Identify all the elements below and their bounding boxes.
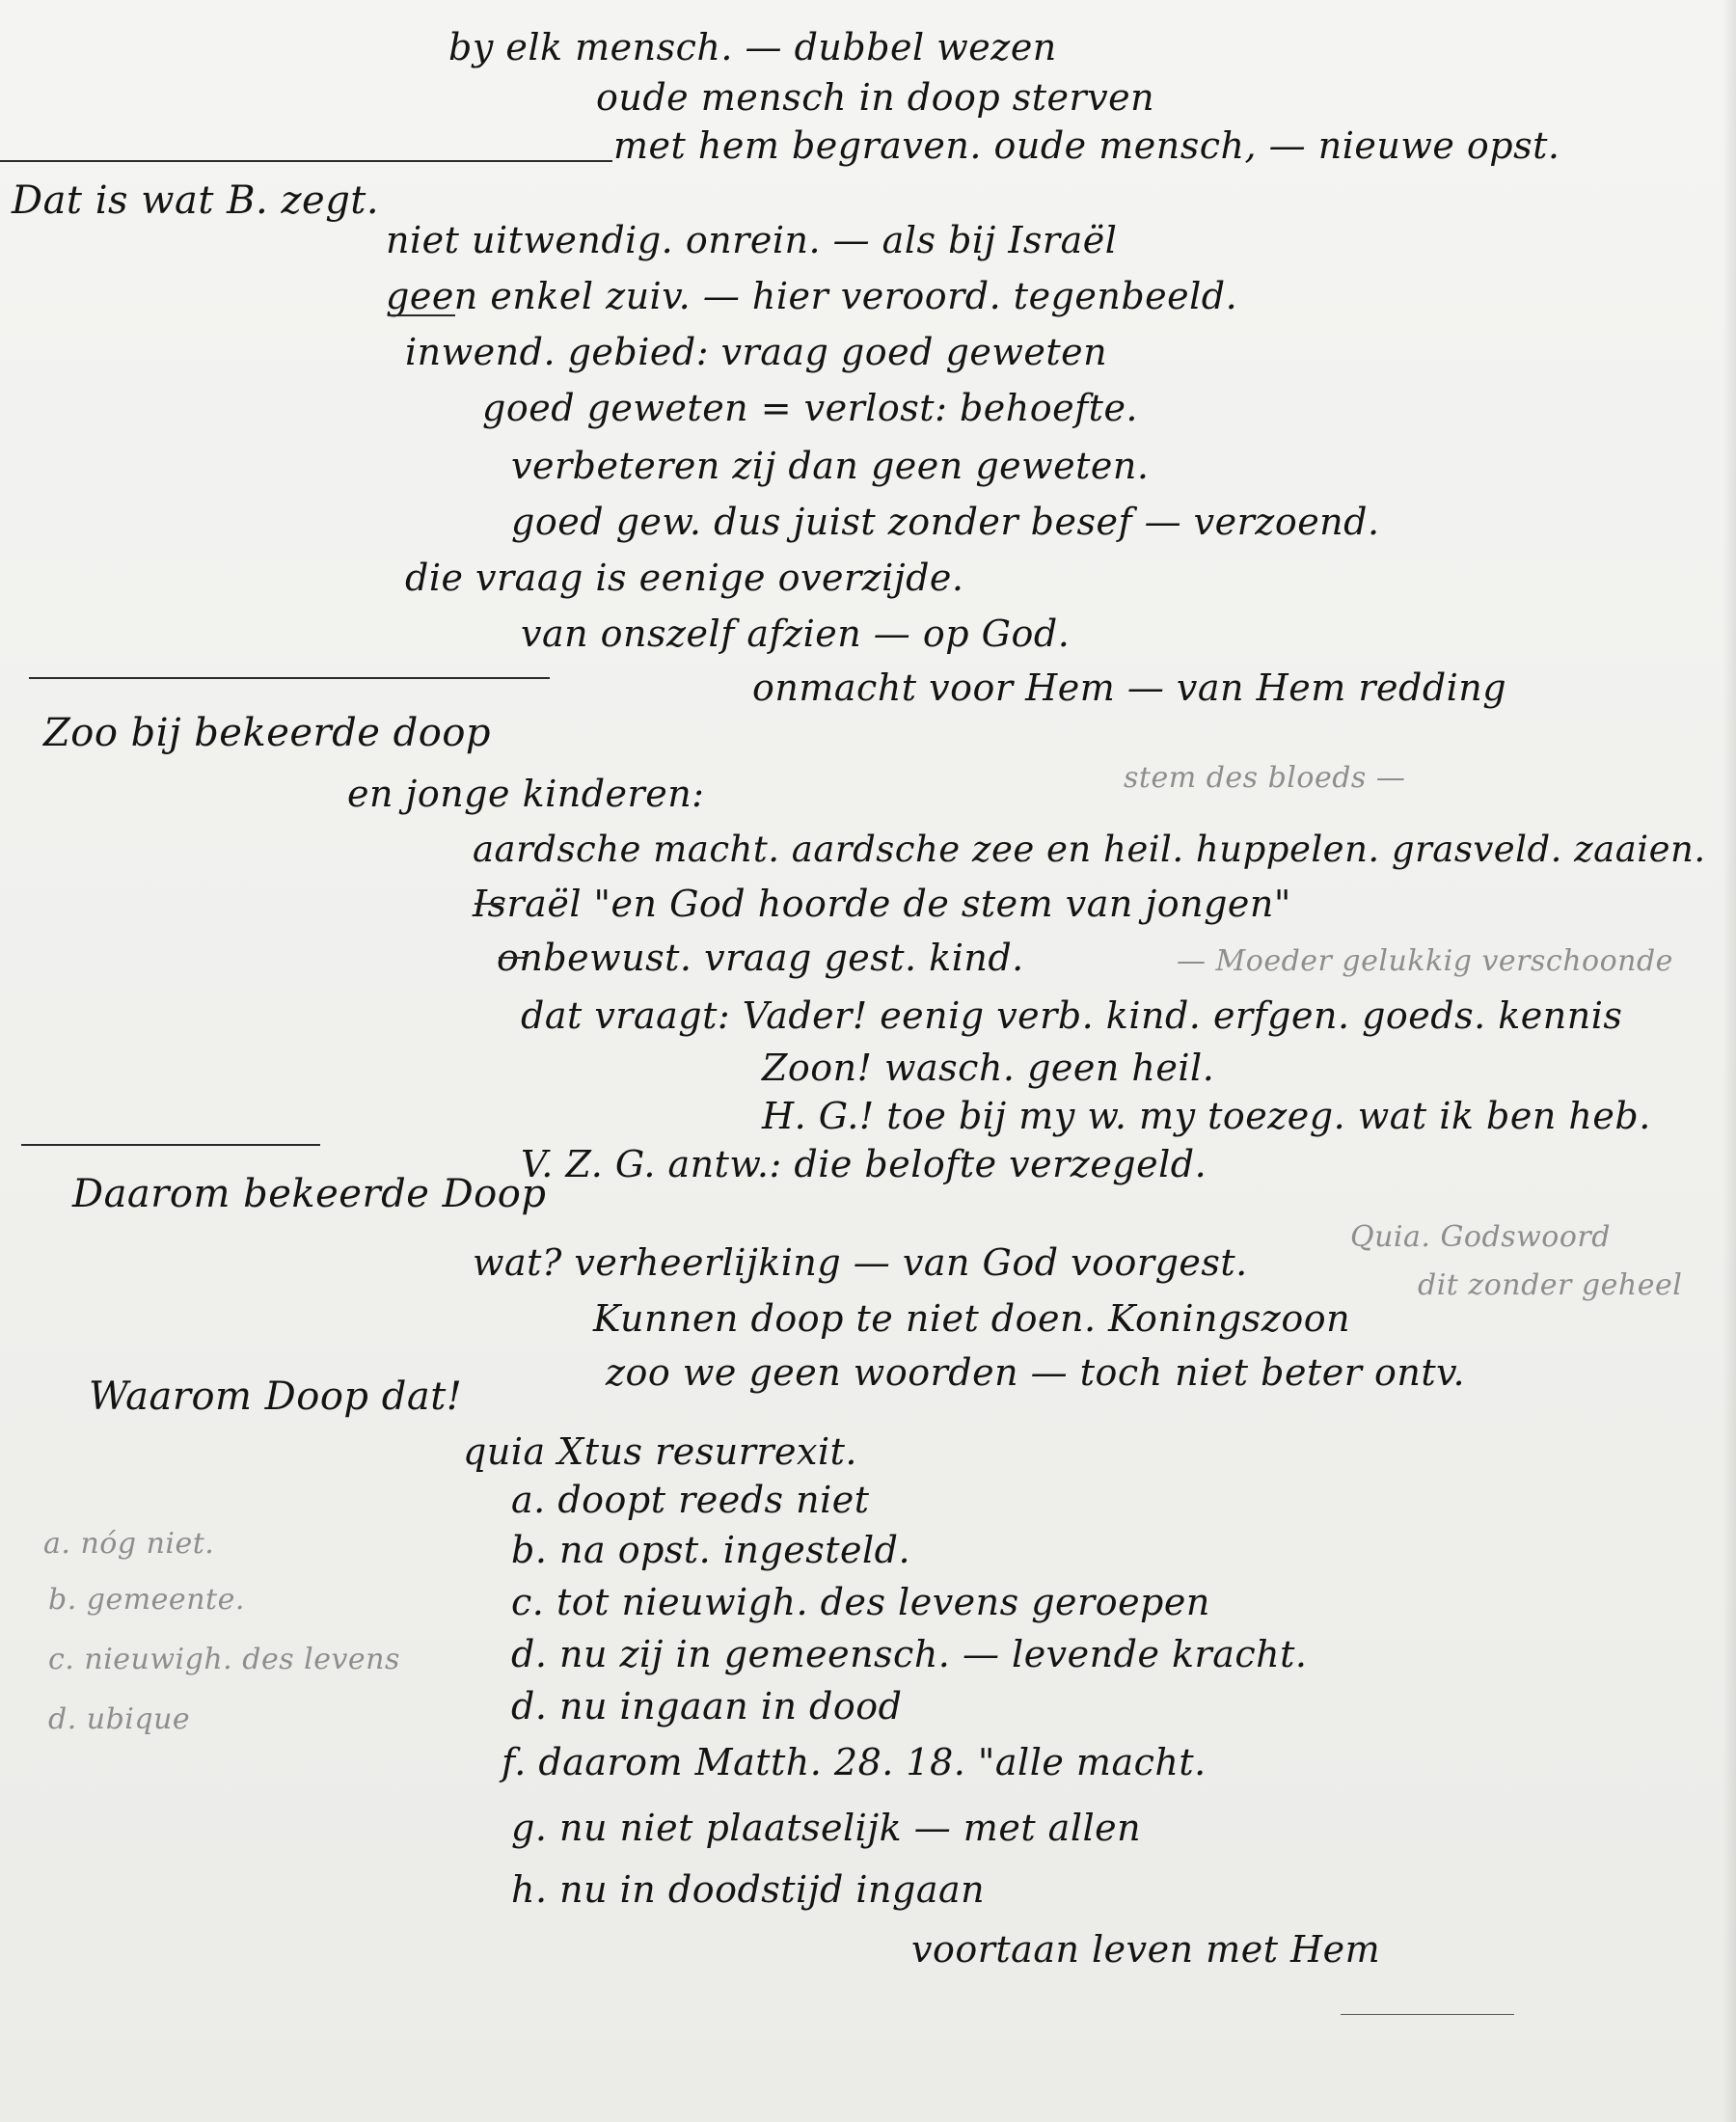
section-4-line: c. tot nieuwigh. des levens geroepen — [511, 1581, 1210, 1623]
top-line-1: by elk mensch. — dubbel wezen — [448, 26, 1057, 68]
section-1-line: niet uitwendig. onrein. — als bij Israël — [386, 219, 1118, 261]
section-3-line: zoo we geen woorden — toch niet beter ontv. — [606, 1351, 1466, 1394]
section-2-line: onbewust. vraag gest. kind. — [497, 937, 1024, 979]
section-1-line: goed gew. dus juist zonder besef — verzoend. — [511, 501, 1380, 543]
section-heading-4: Waarom Doop dat! — [89, 1374, 463, 1419]
pencil-note: Quia. Godswoord — [1350, 1220, 1611, 1254]
section-4-line: h. nu in doodstijd ingaan — [511, 1868, 986, 1911]
section-1-line: geen enkel zuiv. — hier veroord. tegenbeeld. — [386, 275, 1238, 317]
section-4-line: f. daarom Matth. 28. 18. "alle macht. — [502, 1741, 1207, 1783]
underline-mark — [475, 903, 503, 905]
underline-mark — [499, 957, 528, 959]
underline-mark — [388, 314, 455, 316]
section-3-line: Kunnen doop te niet doen. Koningszoon — [593, 1297, 1351, 1340]
top-line-3: met hem begraven. oude mensch, — nieuwe opst. — [613, 124, 1560, 167]
section-2-line: Israël "en God hoorde de stem van jongen" — [473, 883, 1291, 925]
section-1-line: goed geweten = verlost: behoefte. — [482, 387, 1139, 429]
section-4-line: b. na opst. ingesteld. — [511, 1529, 911, 1571]
top-line-2: oude mensch in doop sterven — [596, 76, 1155, 119]
section-1-line: die vraag is eenige overzijde. — [405, 557, 964, 599]
section-1-line: van onszelf afzien — op God. — [521, 612, 1071, 655]
pencil-note: stem des bloeds — — [1124, 761, 1406, 795]
section-1-line: inwend. gebied: vraag goed geweten — [405, 331, 1108, 373]
section-3-line: wat? verheerlijking — van God voorgest. — [473, 1241, 1248, 1284]
section-2-line: Zoon! wasch. geen heil. — [762, 1047, 1215, 1089]
section-2-line: dat vraagt: Vader! eenig verb. kind. erfgen. goeds. kennis — [521, 994, 1623, 1037]
divider-line — [29, 677, 550, 679]
page-edge-shadow — [1722, 0, 1736, 2122]
margin-note: a. nóg niet. — [43, 1527, 215, 1561]
divider-line — [21, 1144, 320, 1146]
margin-note: c. nieuwigh. des levens — [48, 1643, 400, 1676]
section-1-line: onmacht voor Hem — van Hem redding — [752, 667, 1507, 709]
section-heading-2: Zoo bij bekeerde doop — [43, 711, 492, 755]
closing-stroke — [1341, 2014, 1514, 2015]
section-4-line: quia Xtus resurrexit. — [463, 1430, 857, 1473]
section-2-line: en jonge kinderen: — [347, 773, 705, 815]
section-1-line: verbeteren zij dan geen geweten. — [511, 445, 1150, 487]
pencil-note: — Moeder gelukkig verschoonde — [1177, 944, 1673, 978]
section-heading-1: Dat is wat B. zegt. — [12, 178, 380, 223]
section-4-line: d. nu ingaan in dood — [511, 1685, 903, 1728]
section-4-line: voortaan leven met Hem — [911, 1928, 1381, 1971]
margin-note: b. gemeente. — [48, 1583, 245, 1617]
section-4-line: g. nu niet plaatselijk — met allen — [511, 1807, 1142, 1849]
margin-note: d. ubique — [48, 1702, 191, 1736]
divider-line — [0, 160, 612, 162]
section-4-line: a. doopt reeds niet — [511, 1479, 870, 1521]
section-2-line: aardsche macht. aardsche zee en heil. huppelen. grasveld. zaaien. — [473, 829, 1706, 870]
pencil-note: dit zonder geheel — [1418, 1268, 1683, 1302]
section-4-line: d. nu zij in gemeensch. — levende kracht. — [511, 1633, 1308, 1675]
section-2-line: V. Z. G. antw.: die belofte verzegeld. — [521, 1143, 1207, 1185]
section-heading-3: Daarom bekeerde Doop — [72, 1172, 547, 1216]
section-2-line: H. G.! toe bij my w. my toezeg. wat ik ben heb. — [762, 1095, 1651, 1137]
